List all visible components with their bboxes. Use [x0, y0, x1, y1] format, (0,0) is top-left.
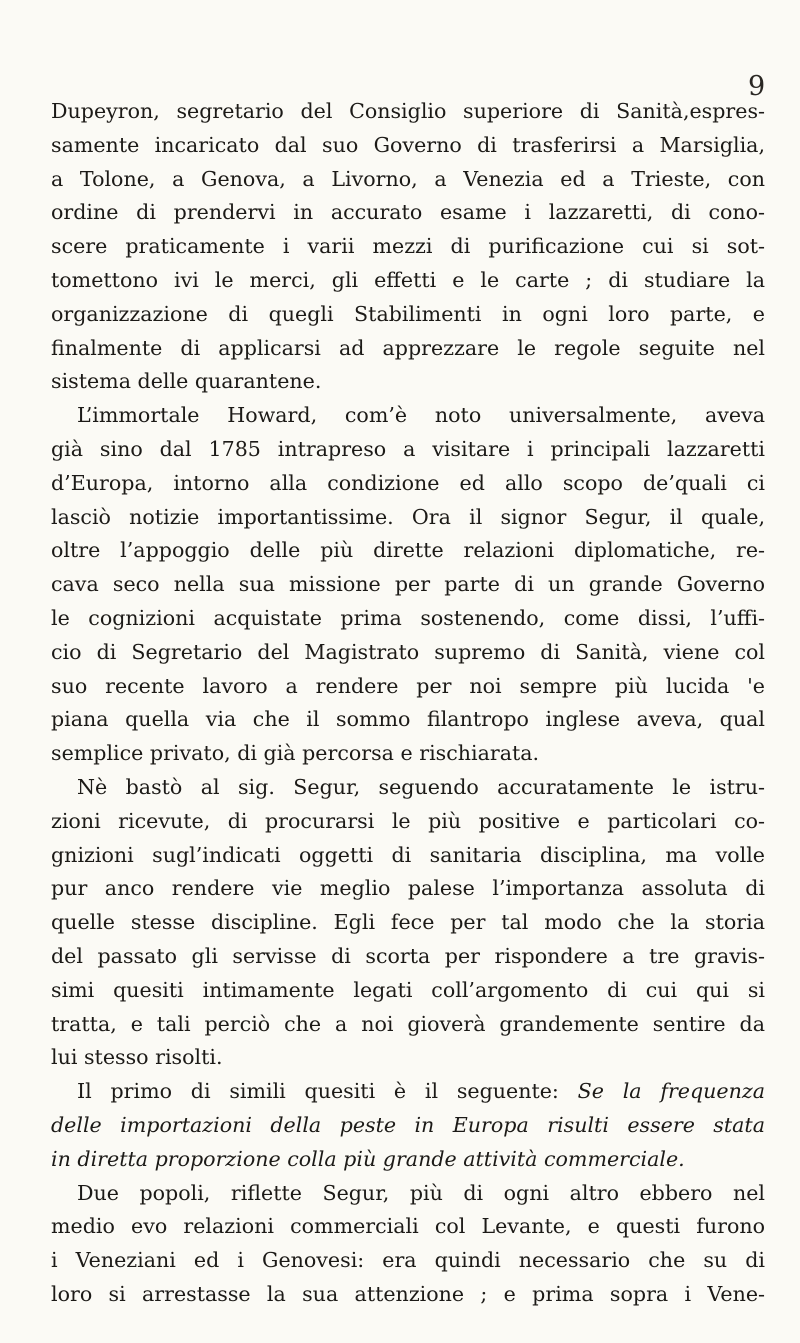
body-text [51, 95, 765, 1312]
text-line: samente incaricato dal suo Governo di trasferirsi a Marsiglia, [51, 132, 765, 157]
text-line: sistema delle quarantene. [51, 369, 322, 394]
text-line: gnizioni sugl’indicati oggetti di sanitaria disciplina, ma volle [51, 842, 765, 867]
text-line: zioni ricevute, di procurarsi le più positive e particolari co- [51, 808, 765, 833]
text-line: Dupeyron, segretario del Consiglio superiore di Sanità,espres- [51, 99, 765, 123]
text-line: cava seco nella sua missione per parte di un grande Governo [51, 572, 765, 597]
text-line: lui stesso risolti. [51, 1045, 223, 1070]
text-line: lasciò notizie importantissime. Ora il signor Segur, il quale, [51, 504, 765, 529]
text-line: pur anco rendere vie meglio palese l’importanza assoluta di [51, 876, 765, 901]
text-line: finalmente di applicarsi ad apprezzare le regole seguite nel [51, 335, 765, 360]
text-line: in diretta proporzione colla più grande attività commerciale. [51, 1146, 685, 1171]
text-line: ordine di prendervi in accurato esame i lazzaretti, di cono- [51, 200, 765, 225]
text-line: cio di Segretario del Magistrato supremo di Sanità, viene col [51, 639, 765, 664]
text-line: semplice privato, di già percorsa e rischiarata. [51, 741, 540, 766]
text-line: delle importazioni della peste in Europa risulti essere stata [51, 1112, 765, 1137]
text-line: quelle stesse discipline. Egli fece per tal modo che la storia [51, 910, 765, 935]
text-line: L’immortale Howard, com’è noto universalmente, aveva [77, 403, 765, 428]
text-line: piana quella via che il sommo filantropo inglese aveva, qual [51, 707, 765, 732]
text-line: già sino dal 1785 intrapreso a visitare i principali lazzaretti [51, 436, 765, 461]
text-line: tomettono ivi le merci, gli effetti e le carte ; di studiare la [51, 267, 765, 292]
text-line: Nè bastò al sig. Segur, seguendo accuratamente le istru- [77, 774, 765, 799]
text-line: le cognizioni acquistate prima sostenendo, come dissi, l’uffi- [51, 605, 765, 630]
text-line: del passato gli servisse di scorta per rispondere a tre gravis- [51, 943, 765, 968]
text-line: oltre l’appoggio delle più dirette relazioni diplomatiche, re- [51, 538, 765, 563]
text-line: organizzazione di quegli Stabilimenti in ogni loro parte, e [51, 301, 765, 326]
text-line: d’Europa, intorno alla condizione ed allo scopo de’quali ci [51, 470, 765, 495]
text-line: simi quesiti intimamente legati coll’argomento di cui qui si [51, 977, 765, 1002]
page-number: 9 [748, 71, 766, 102]
text-line: i Veneziani ed i Genovesi: era quindi necessario che su di [51, 1248, 765, 1273]
text-line: medio evo relazioni commerciali col Levante, e questi furono [51, 1214, 765, 1239]
text-line: Il primo di simili quesiti è il seguente: Se la frequenza [77, 1079, 766, 1104]
text-line: Due popoli, riflette Segur, più di ogni altro ebbero nel [77, 1180, 765, 1205]
text-line: tratta, e tali perciò che a noi gioverà grandemente sentire da [51, 1011, 765, 1036]
text-line: suo recente lavoro a rendere per noi sempre più lucida 'e [51, 673, 765, 698]
text-line: loro si arrestasse la sua attenzione ; e prima sopra i Vene- [51, 1281, 765, 1306]
text-line: scere praticamente i varii mezzi di purificazione cui si sot- [51, 234, 765, 259]
text-line: a Tolone, a Genova, a Livorno, a Venezia ed a Trieste, con [51, 166, 765, 191]
